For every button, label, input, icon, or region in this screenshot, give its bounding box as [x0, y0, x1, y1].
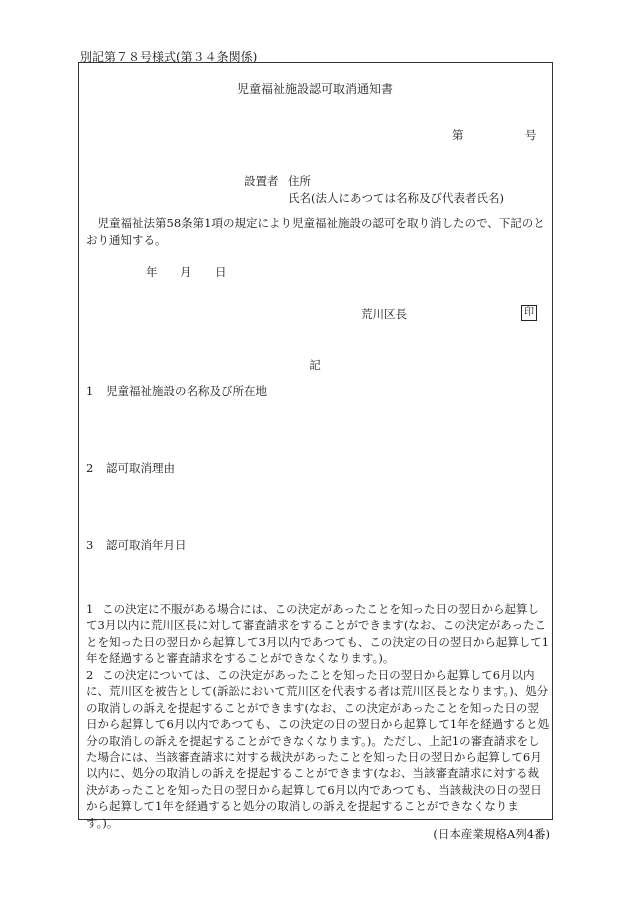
address-label: 住所 [288, 174, 311, 188]
item-number: 3 [86, 538, 94, 552]
date-day: 日 [215, 265, 227, 279]
note-text: この決定に不服がある場合には、この決定があったことを知った日の翌日から起算して3月以内に荒川区長に対して審査請求をすることができます(なお、この決定があったことを知った日の翌日から起算して3月以内であつても、この決定の日の翌日から起算して1年を経過すると審査請求をすることができなくなります。)。 [86, 602, 550, 666]
intro-paragraph: 児童福祉法第58条第1項の規定により児童福祉施設の認可を取り消したので、下記のとおり通知する。 [86, 216, 545, 247]
document-number-prefix: 第 [452, 128, 464, 142]
note-text: この決定については、この決定があったことを知った日の翌日から起算して6月以内に、荒川区を被告として(訴訟において荒川区を代表する者は荒川区長となります。)、処分の取消しの訴えを提起することができます(なお、この決定があったことを知った日の翌日から起算して6月以内であつても、この決定の日の翌日から起算して1年を経過すると処分の取消しの訴えを提起することができなくなります。)。ただし、上記1の審査請求をした場合には、当該審査請求に対する裁決があったことを知った日の翌日から起算して6月以内に、処分の取消しの訴えを提起することができます(なお、当該審査請求に対する裁決があったことを知った日の翌日から起算して6月以内であつても、当該裁決の日の翌日から起算して1年を経過すると処分の取消しの訴えを提起することができなくなります。)。 [86, 668, 550, 830]
item-label: 児童福祉施設の名称及び所在地 [106, 384, 267, 398]
date-month: 月 [180, 265, 192, 279]
note-number: 2 [86, 668, 94, 682]
note-number: 1 [86, 602, 94, 616]
appeal-note [86, 601, 550, 667]
list-item [86, 460, 175, 476]
list-item [86, 383, 267, 399]
mayor-title: 荒川区長 [361, 307, 407, 321]
item-label: 認可取消理由 [106, 461, 175, 475]
name-label: 氏名(法人にあつては名称及び代表者氏名) [288, 191, 504, 205]
document-title: 児童福祉施設認可取消通知書 [236, 82, 393, 96]
paper-size-label: (日本産業規格A列4番) [433, 827, 550, 841]
form-number-label: 別記第７８号様式(第３４条関係) [80, 50, 258, 64]
item-number: 2 [86, 461, 94, 475]
item-label: 認可取消年月日 [106, 538, 187, 552]
ki-heading: 記 [309, 358, 321, 372]
lawsuit-note [86, 667, 550, 831]
document-number-suffix: 号 [525, 128, 537, 142]
list-item [86, 537, 187, 553]
seal-stamp-icon: 印 [521, 305, 537, 321]
item-number: 1 [86, 384, 94, 398]
date-year: 年 [146, 265, 158, 279]
setter-label: 設置者 [244, 174, 279, 188]
